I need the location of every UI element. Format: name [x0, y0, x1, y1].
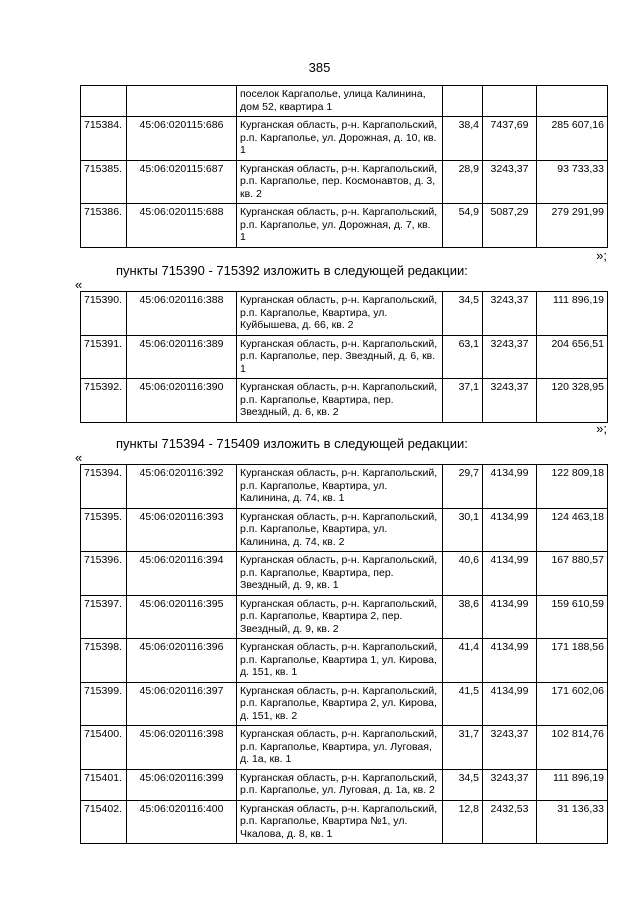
- area-value: 38,6: [443, 595, 483, 639]
- unit-price: 4134,99: [483, 552, 537, 596]
- address: Курганская область, р-н. Каргапольский, р.п. Каргаполье, ул. Луговая, д. 1а, кв. 2: [237, 769, 443, 800]
- address: Курганская область, р-н. Каргапольский, р.п. Каргаполье, Квартира, ул. Калинина, д. 74, кв. 1: [237, 465, 443, 509]
- cadastral-value: 31 136,33: [537, 800, 608, 844]
- area-value: 63,1: [443, 335, 483, 379]
- amendment-instruction: пункты 715394 - 715409 изложить в следующей редакции:: [116, 436, 468, 451]
- cadastral-number: 45:06:020116:400: [127, 800, 237, 844]
- cadastral-value: 171 188,56: [537, 639, 608, 683]
- cadastral-number: 45:06:020116:390: [127, 379, 237, 423]
- item-number: 715394.: [81, 465, 127, 509]
- unit-price: 4134,99: [483, 595, 537, 639]
- table-row: [81, 160, 608, 204]
- cadastral-number: 45:06:020115:687: [127, 160, 237, 204]
- cadastral-value: [537, 86, 608, 117]
- address: Курганская область, р-н. Каргапольский, р.п. Каргаполье, пер. Звездный, д. 6, кв. 1: [237, 335, 443, 379]
- cadastral-value: 159 610,59: [537, 595, 608, 639]
- unit-price: 3243,37: [483, 335, 537, 379]
- address: Курганская область, р-н. Каргапольский, р.п. Каргаполье, Квартира 2, пер. Звездный, д. 9, кв. 2: [237, 595, 443, 639]
- table-row: [81, 86, 608, 117]
- item-number: 715396.: [81, 552, 127, 596]
- table-row: [81, 682, 608, 726]
- table-row: [81, 726, 608, 770]
- item-number: 715402.: [81, 800, 127, 844]
- closing-quote: »;: [596, 421, 607, 436]
- address: Курганская область, р-н. Каргапольский, р.п. Каргаполье, Квартира, ул. Калинина, д. 74, кв. 2: [237, 508, 443, 552]
- item-number: 715400.: [81, 726, 127, 770]
- item-number: 715401.: [81, 769, 127, 800]
- cadastral-value: 285 607,16: [537, 117, 608, 161]
- opening-quote: «: [75, 450, 83, 465]
- address: Курганская область, р-н. Каргапольский, р.п. Каргаполье, пер. Космонавтов, д. 3, кв. 2: [237, 160, 443, 204]
- cadastral-value: 111 896,19: [537, 292, 608, 336]
- registry-table-2: [80, 291, 608, 423]
- cadastral-value: 204 656,51: [537, 335, 608, 379]
- item-number: 715391.: [81, 335, 127, 379]
- closing-quote: »;: [596, 248, 607, 263]
- cadastral-number: 45:06:020116:399: [127, 769, 237, 800]
- unit-price: 4134,99: [483, 465, 537, 509]
- area-value: 38,4: [443, 117, 483, 161]
- unit-price: 4134,99: [483, 682, 537, 726]
- table-row: [81, 595, 608, 639]
- table-row: [81, 379, 608, 423]
- cadastral-number: 45:06:020116:398: [127, 726, 237, 770]
- cadastral-number: 45:06:020116:388: [127, 292, 237, 336]
- item-number: 715384.: [81, 117, 127, 161]
- table-row: [81, 204, 608, 248]
- cadastral-number: 45:06:020116:395: [127, 595, 237, 639]
- unit-price: 7437,69: [483, 117, 537, 161]
- unit-price: 2432,53: [483, 800, 537, 844]
- item-number: 715397.: [81, 595, 127, 639]
- cadastral-value: 279 291,99: [537, 204, 608, 248]
- amendment-instruction: пункты 715390 - 715392 изложить в следующей редакции:: [116, 263, 468, 278]
- unit-price: 3243,37: [483, 292, 537, 336]
- table-row: [81, 800, 608, 844]
- item-number: 715395.: [81, 508, 127, 552]
- table-row: [81, 335, 608, 379]
- item-number: 715398.: [81, 639, 127, 683]
- area-value: [443, 86, 483, 117]
- address: Курганская область, р-н. Каргапольский, р.п. Каргаполье, Квартира, пер. Звездный, д. 9, кв. 1: [237, 552, 443, 596]
- cadastral-number: 45:06:020116:389: [127, 335, 237, 379]
- area-value: 12,8: [443, 800, 483, 844]
- cadastral-value: 124 463,18: [537, 508, 608, 552]
- table-row: [81, 639, 608, 683]
- area-value: 54,9: [443, 204, 483, 248]
- table-row: [81, 769, 608, 800]
- item-number: 715390.: [81, 292, 127, 336]
- unit-price: [483, 86, 537, 117]
- opening-quote: «: [75, 277, 83, 292]
- area-value: 28,9: [443, 160, 483, 204]
- cadastral-number: 45:06:020116:397: [127, 682, 237, 726]
- cadastral-value: 102 814,76: [537, 726, 608, 770]
- cadastral-value: 111 896,19: [537, 769, 608, 800]
- address: Курганская область, р-н. Каргапольский, р.п. Каргаполье, Квартира №1, ул. Чкалова, д. 8, кв. 1: [237, 800, 443, 844]
- cadastral-value: 171 602,06: [537, 682, 608, 726]
- address: Курганская область, р-н. Каргапольский, р.п. Каргаполье, Квартира, ул. Луговая, д. 1а, кв. 1: [237, 726, 443, 770]
- registry-table-1: [80, 85, 608, 248]
- unit-price: 3243,37: [483, 726, 537, 770]
- address: Курганская область, р-н. Каргапольский, р.п. Каргаполье, Квартира, ул. Куйбышева, д. 66, кв. 2: [237, 292, 443, 336]
- cadastral-value: 120 328,95: [537, 379, 608, 423]
- area-value: 29,7: [443, 465, 483, 509]
- page-number: 385: [308, 60, 331, 75]
- unit-price: 4134,99: [483, 639, 537, 683]
- area-value: 34,5: [443, 769, 483, 800]
- address: Курганская область, р-н. Каргапольский, р.п. Каргаполье, ул. Дорожная, д. 7, кв. 1: [237, 204, 443, 248]
- area-value: 40,6: [443, 552, 483, 596]
- address: поселок Каргаполье, улица Калинина, дом 52, квартира 1: [237, 86, 443, 117]
- address: Курганская область, р-н. Каргапольский, р.п. Каргаполье, Квартира 1, ул. Кирова, д. 151, кв. 1: [237, 639, 443, 683]
- unit-price: 3243,37: [483, 379, 537, 423]
- area-value: 41,4: [443, 639, 483, 683]
- area-value: 41,5: [443, 682, 483, 726]
- cadastral-number: 45:06:020116:392: [127, 465, 237, 509]
- address: Курганская область, р-н. Каргапольский, р.п. Каргаполье, ул. Дорожная, д. 10, кв. 1: [237, 117, 443, 161]
- item-number: 715399.: [81, 682, 127, 726]
- table-row: [81, 292, 608, 336]
- table-row: [81, 552, 608, 596]
- cadastral-value: 122 809,18: [537, 465, 608, 509]
- cadastral-value: 93 733,33: [537, 160, 608, 204]
- area-value: 30,1: [443, 508, 483, 552]
- address: Курганская область, р-н. Каргапольский, р.п. Каргаполье, Квартира 2, ул. Кирова, д. 151, кв. 2: [237, 682, 443, 726]
- area-value: 31,7: [443, 726, 483, 770]
- unit-price: 4134,99: [483, 508, 537, 552]
- table-row: [81, 117, 608, 161]
- unit-price: 3243,37: [483, 160, 537, 204]
- item-number: [81, 86, 127, 117]
- unit-price: 5087,29: [483, 204, 537, 248]
- cadastral-value: 167 880,57: [537, 552, 608, 596]
- cadastral-number: 45:06:020116:394: [127, 552, 237, 596]
- table-row: [81, 508, 608, 552]
- table-row: [81, 465, 608, 509]
- area-value: 34,5: [443, 292, 483, 336]
- unit-price: 3243,37: [483, 769, 537, 800]
- cadastral-number: [127, 86, 237, 117]
- item-number: 715386.: [81, 204, 127, 248]
- cadastral-number: 45:06:020116:396: [127, 639, 237, 683]
- registry-table-3: [80, 464, 608, 844]
- item-number: 715385.: [81, 160, 127, 204]
- cadastral-number: 45:06:020115:686: [127, 117, 237, 161]
- cadastral-number: 45:06:020116:393: [127, 508, 237, 552]
- item-number: 715392.: [81, 379, 127, 423]
- cadastral-number: 45:06:020115:688: [127, 204, 237, 248]
- address: Курганская область, р-н. Каргапольский, р.п. Каргаполье, Квартира, пер. Звездный, д. 6, кв. 2: [237, 379, 443, 423]
- area-value: 37,1: [443, 379, 483, 423]
